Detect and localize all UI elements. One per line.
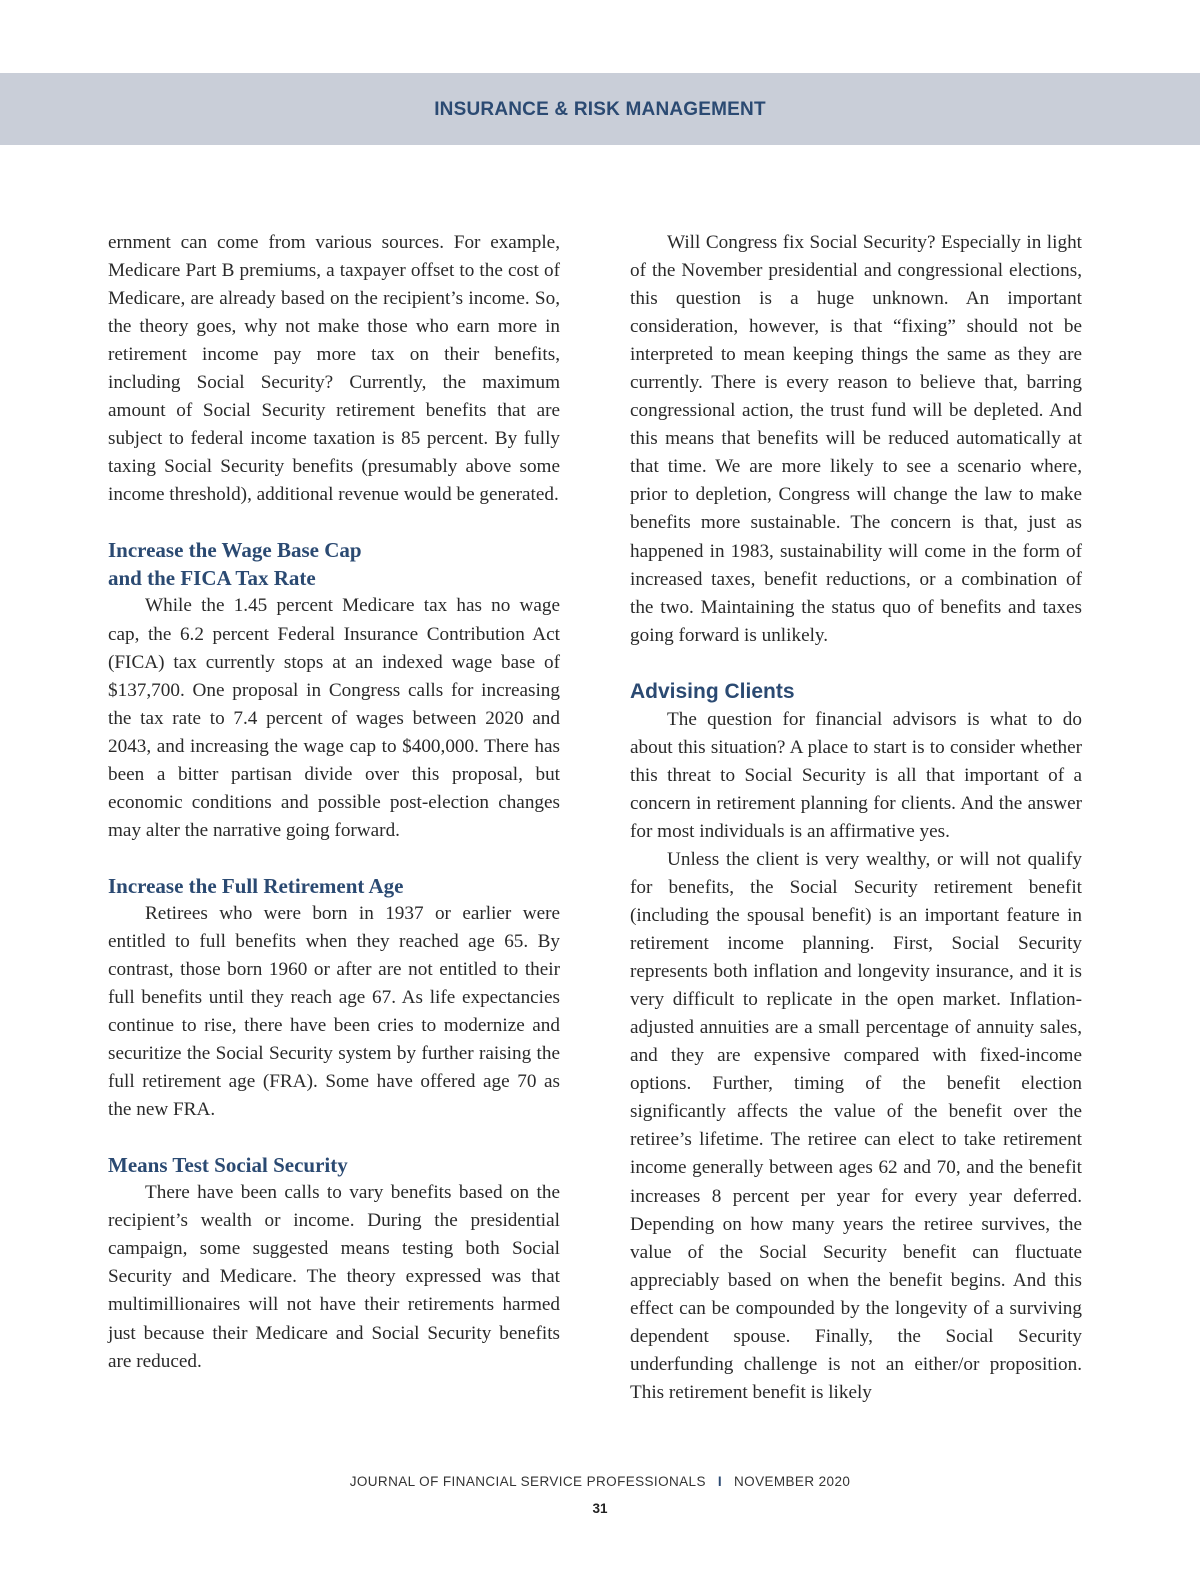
left-column <box>108 229 560 1376</box>
right-column <box>630 229 1082 1407</box>
heading-advising-clients: Advising Clients <box>630 679 795 703</box>
paragraph-advising-1: The question for financial advisors is what to do about this situation? A place to start is to consider whether this threat to Social Security is all that important of a concern in retirement planning for clients. And the answer for most individuals is an affirmative yes. <box>630 708 1082 842</box>
paragraph-congress-fix: Will Congress fix Social Security? Especially in light of the November presidential and congressional elections, this question is a huge unknown. An important consideration, however, is that “fixing” should not be interpreted to mean keeping things the same as they are currently. There is every reason to believe that, barring congressional action, the trust fund will be depleted. And this means that benefits will be reduced automatically at that time. We are more likely to see a scenario where, prior to depletion, Congress will change the law to make benefits more sustainable. The concern is that, just as happened in 1983, sustainability will come in the form of increased taxes, benefit reductions, or a combination of the two. Maintaining the status quo of benefits and taxes going forward is unlikely. <box>630 232 1082 646</box>
heading-wage-line-1: Increase the Wage Base Cap <box>108 538 362 563</box>
footer-journal-name: JOURNAL OF FINANCIAL SERVICE PROFESSIONALS <box>349 1474 706 1489</box>
section-title: INSURANCE & RISK MANAGEMENT <box>434 99 766 120</box>
paragraph-full-retirement-age: Retirees who were born in 1937 or earlier were entitled to full benefits when they reached age 65. By contrast, those born 1960 or after are not entitled to their full benefits until they reach age 67. As life expectancies continue to rise, there have been cries to modernize and securitize the Social Security system by further raising the full retirement age (FRA). Some have offered age 70 as the new FRA. <box>108 902 560 1121</box>
footer-separator: I <box>717 1474 723 1489</box>
heading-wage-base-cap <box>108 536 560 592</box>
heading-means-test: Means Test Social Security <box>108 1153 348 1178</box>
paragraph-advising-2: Unless the client is very wealthy, or will not qualify for benefits, the Social Security retirement benefit (including the spousal benefit) is an important feature in retirement income planning. First, Social Security represents both inflation and longevity insurance, and it is very difficult to replicate in the open market. Inflation-adjusted annuities are a small percentage of annuity sales, and they are expensive compared with fixed-income options. Further, timing of the benefit election significantly affects the value of the benefit over the retiree’s lifetime. The retiree can elect to take retirement income generally between ages 62 and 70, and the benefit increases 8 percent per year for every year deferred. Depending on how many years the retiree survives, the value of the Social Security benefit can fluctuate appreciably based on when the benefit begins. And this effect can be compounded by the longevity of a surviving dependent spouse. Finally, the Social Security underfunding challenge is not an either/or proposition. This retirement benefit is likely <box>630 848 1082 1403</box>
heading-wage-line-2: and the FICA Tax Rate <box>108 566 316 591</box>
paragraph-intro-continued: ernment can come from various sources. For example, Medicare Part B premiums, a taxpayer offset to the cost of Medicare, are already based on the recipient’s income. So, the theory goes, why not make those who earn more in retirement income pay more tax on their benefits, including Social Security? Currently, the maximum amount of Social Security retirement benefits that are subject to federal income taxation is 85 percent. By fully taxing Social Security benefits (presumably above some income threshold), additional revenue would be generated. <box>108 232 560 506</box>
page-number: 31 <box>592 1501 608 1516</box>
heading-full-retirement-age: Increase the Full Retirement Age <box>108 873 404 898</box>
paragraph-means-test: There have been calls to vary benefits based on the recipient’s wealth or income. During the presidential campaign, some suggested means testing both Social Security and Medicare. The theory expressed was that multimillionaires will not have their retirements harmed just because their Medicare and Social Security benefits are reduced. <box>108 1182 560 1372</box>
section-header-band <box>0 73 1200 145</box>
footer-issue-date: NOVEMBER 2020 <box>734 1474 851 1489</box>
page-footer <box>0 1474 1200 1489</box>
paragraph-wage-base: While the 1.45 percent Medicare tax has no wage cap, the 6.2 percent Federal Insurance Contribution Act (FICA) tax currently stops at an indexed wage base of $137,700. One proposal in Congress calls for increasing the tax rate to 7.4 percent of wages between 2020 and 2043, and increasing the wage cap to $400,000. There has been a bitter partisan divide over this proposal, but economic conditions and possible post-election changes may alter the narrative going forward. <box>108 595 560 841</box>
